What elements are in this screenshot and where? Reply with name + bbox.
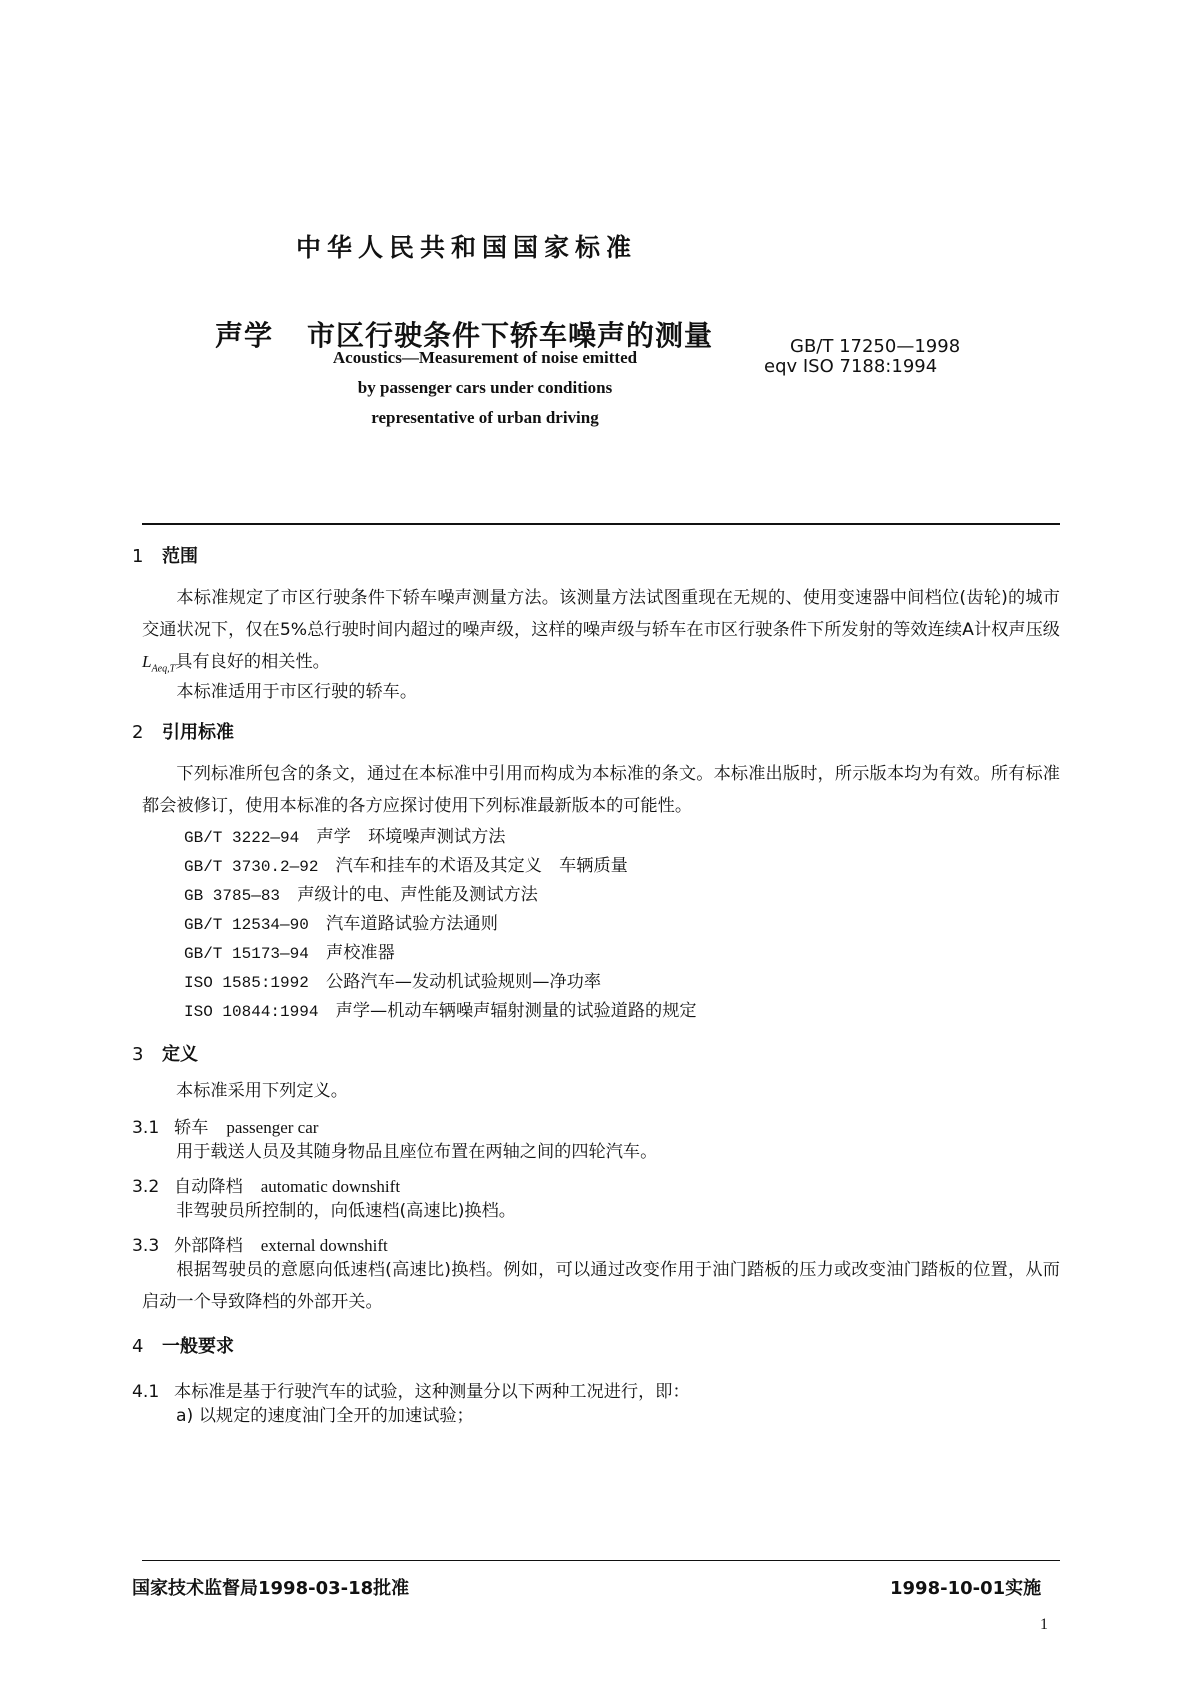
footer-divider	[142, 1560, 1060, 1561]
definition-3-2-text: 非驾驶员所控制的，向低速档(高速比)换档。	[176, 1201, 516, 1221]
english-title-line-1: Acoustics—Measurement of noise emitted	[332, 348, 638, 367]
reference-item: GB/T 3222—94 声学 环境噪声测试方法	[184, 827, 506, 847]
reference-item: GB/T 3730.2—92 汽车和挂车的术语及其定义 车辆质量	[184, 856, 628, 876]
definition-3-1-text: 用于载送人员及其随身物品且座位布置在两轴之间的四轮汽车。	[176, 1142, 658, 1162]
section-4-1-text: 4.1 本标准是基于行驶汽车的试验，这种测量分以下两种工况进行，即：	[132, 1382, 690, 1402]
national-standard-heading: 中华人民共和国国家标准	[296, 233, 638, 262]
reference-item: GB 3785—83 声级计的电、声性能及测试方法	[184, 885, 538, 905]
symbol-laeq: $L_{Aeq,T}$	[142, 652, 176, 675]
approval-line: 国家技术监督局1998-03-18批准	[132, 1578, 410, 1599]
section-4-1-item-a: a) 以规定的速度油门全开的加速试验；	[176, 1406, 474, 1426]
reference-item: ISO 10844:1994 声学—机动车辆噪声辐射测量的试验道路的规定	[184, 1001, 697, 1021]
page-number: 1	[1040, 1616, 1048, 1633]
section-2-paragraph: 下列标准所包含的条文，通过在本标准中引用而构成为本标准的条文。本标准出版时，所示版本均为有效。所有标准都会被修订，使用本标准的各方应探讨使用下列标准最新版本的可能性。	[142, 764, 1060, 816]
definition-3-3-text: 根据驾驶员的意愿向低速档(高速比)换档。例如，可以通过改变作用于油门踏板的压力或改变油门踏板的位置，从而启动一个导致降档的外部开关。	[142, 1260, 1060, 1312]
section-1-paragraph-2: 本标准适用于市区行驶的轿车。	[176, 682, 418, 702]
section-2-heading: 2 引用标准	[132, 722, 234, 743]
reference-item: GB/T 15173—94 声校准器	[184, 943, 395, 963]
english-title-line-2: by passenger cars under conditions	[357, 378, 613, 397]
title-part-a: 声学	[215, 319, 274, 352]
definition-3-1-heading: 3.1 轿车 passenger car	[132, 1118, 319, 1138]
section-3-intro: 本标准采用下列定义。	[176, 1081, 348, 1101]
section-1-paragraph-1: 本标准规定了市区行驶条件下轿车噪声测量方法。该测量方法试图重现在无规的、使用变速器中间档位(齿轮)的城市交通状况下，仅在5%总行驶时间内超过的噪声级，这样的噪声级与轿车在市区行驶条件下所发射的等效连续A计权声压级$L_{Aeq,T}$具有良好的相关性。	[142, 588, 1060, 675]
title-part-b: 市区行驶条件下轿车噪声的测量	[307, 319, 714, 352]
definition-3-2-heading: 3.2 自动降档 automatic downshift	[132, 1177, 401, 1197]
standard-code: GB/T 17250—1998	[790, 336, 961, 357]
english-title-line-3: representative of urban driving	[371, 408, 599, 427]
header-divider	[142, 523, 1060, 525]
section-4-heading: 4 一般要求	[132, 1336, 234, 1357]
implementation-date: 1998-10-01实施	[890, 1578, 1042, 1599]
equivalent-iso-code: eqv ISO 7188:1994	[764, 356, 938, 377]
reference-item: ISO 1585:1992 公路汽车—发动机试验规则—净功率	[184, 972, 602, 992]
definition-3-3-heading: 3.3 外部降档 external downshift	[132, 1236, 388, 1256]
reference-item: GB/T 12534—90 汽车道路试验方法通则	[184, 914, 498, 934]
section-1-heading: 1 范围	[132, 546, 198, 567]
section-3-heading: 3 定义	[132, 1044, 198, 1065]
